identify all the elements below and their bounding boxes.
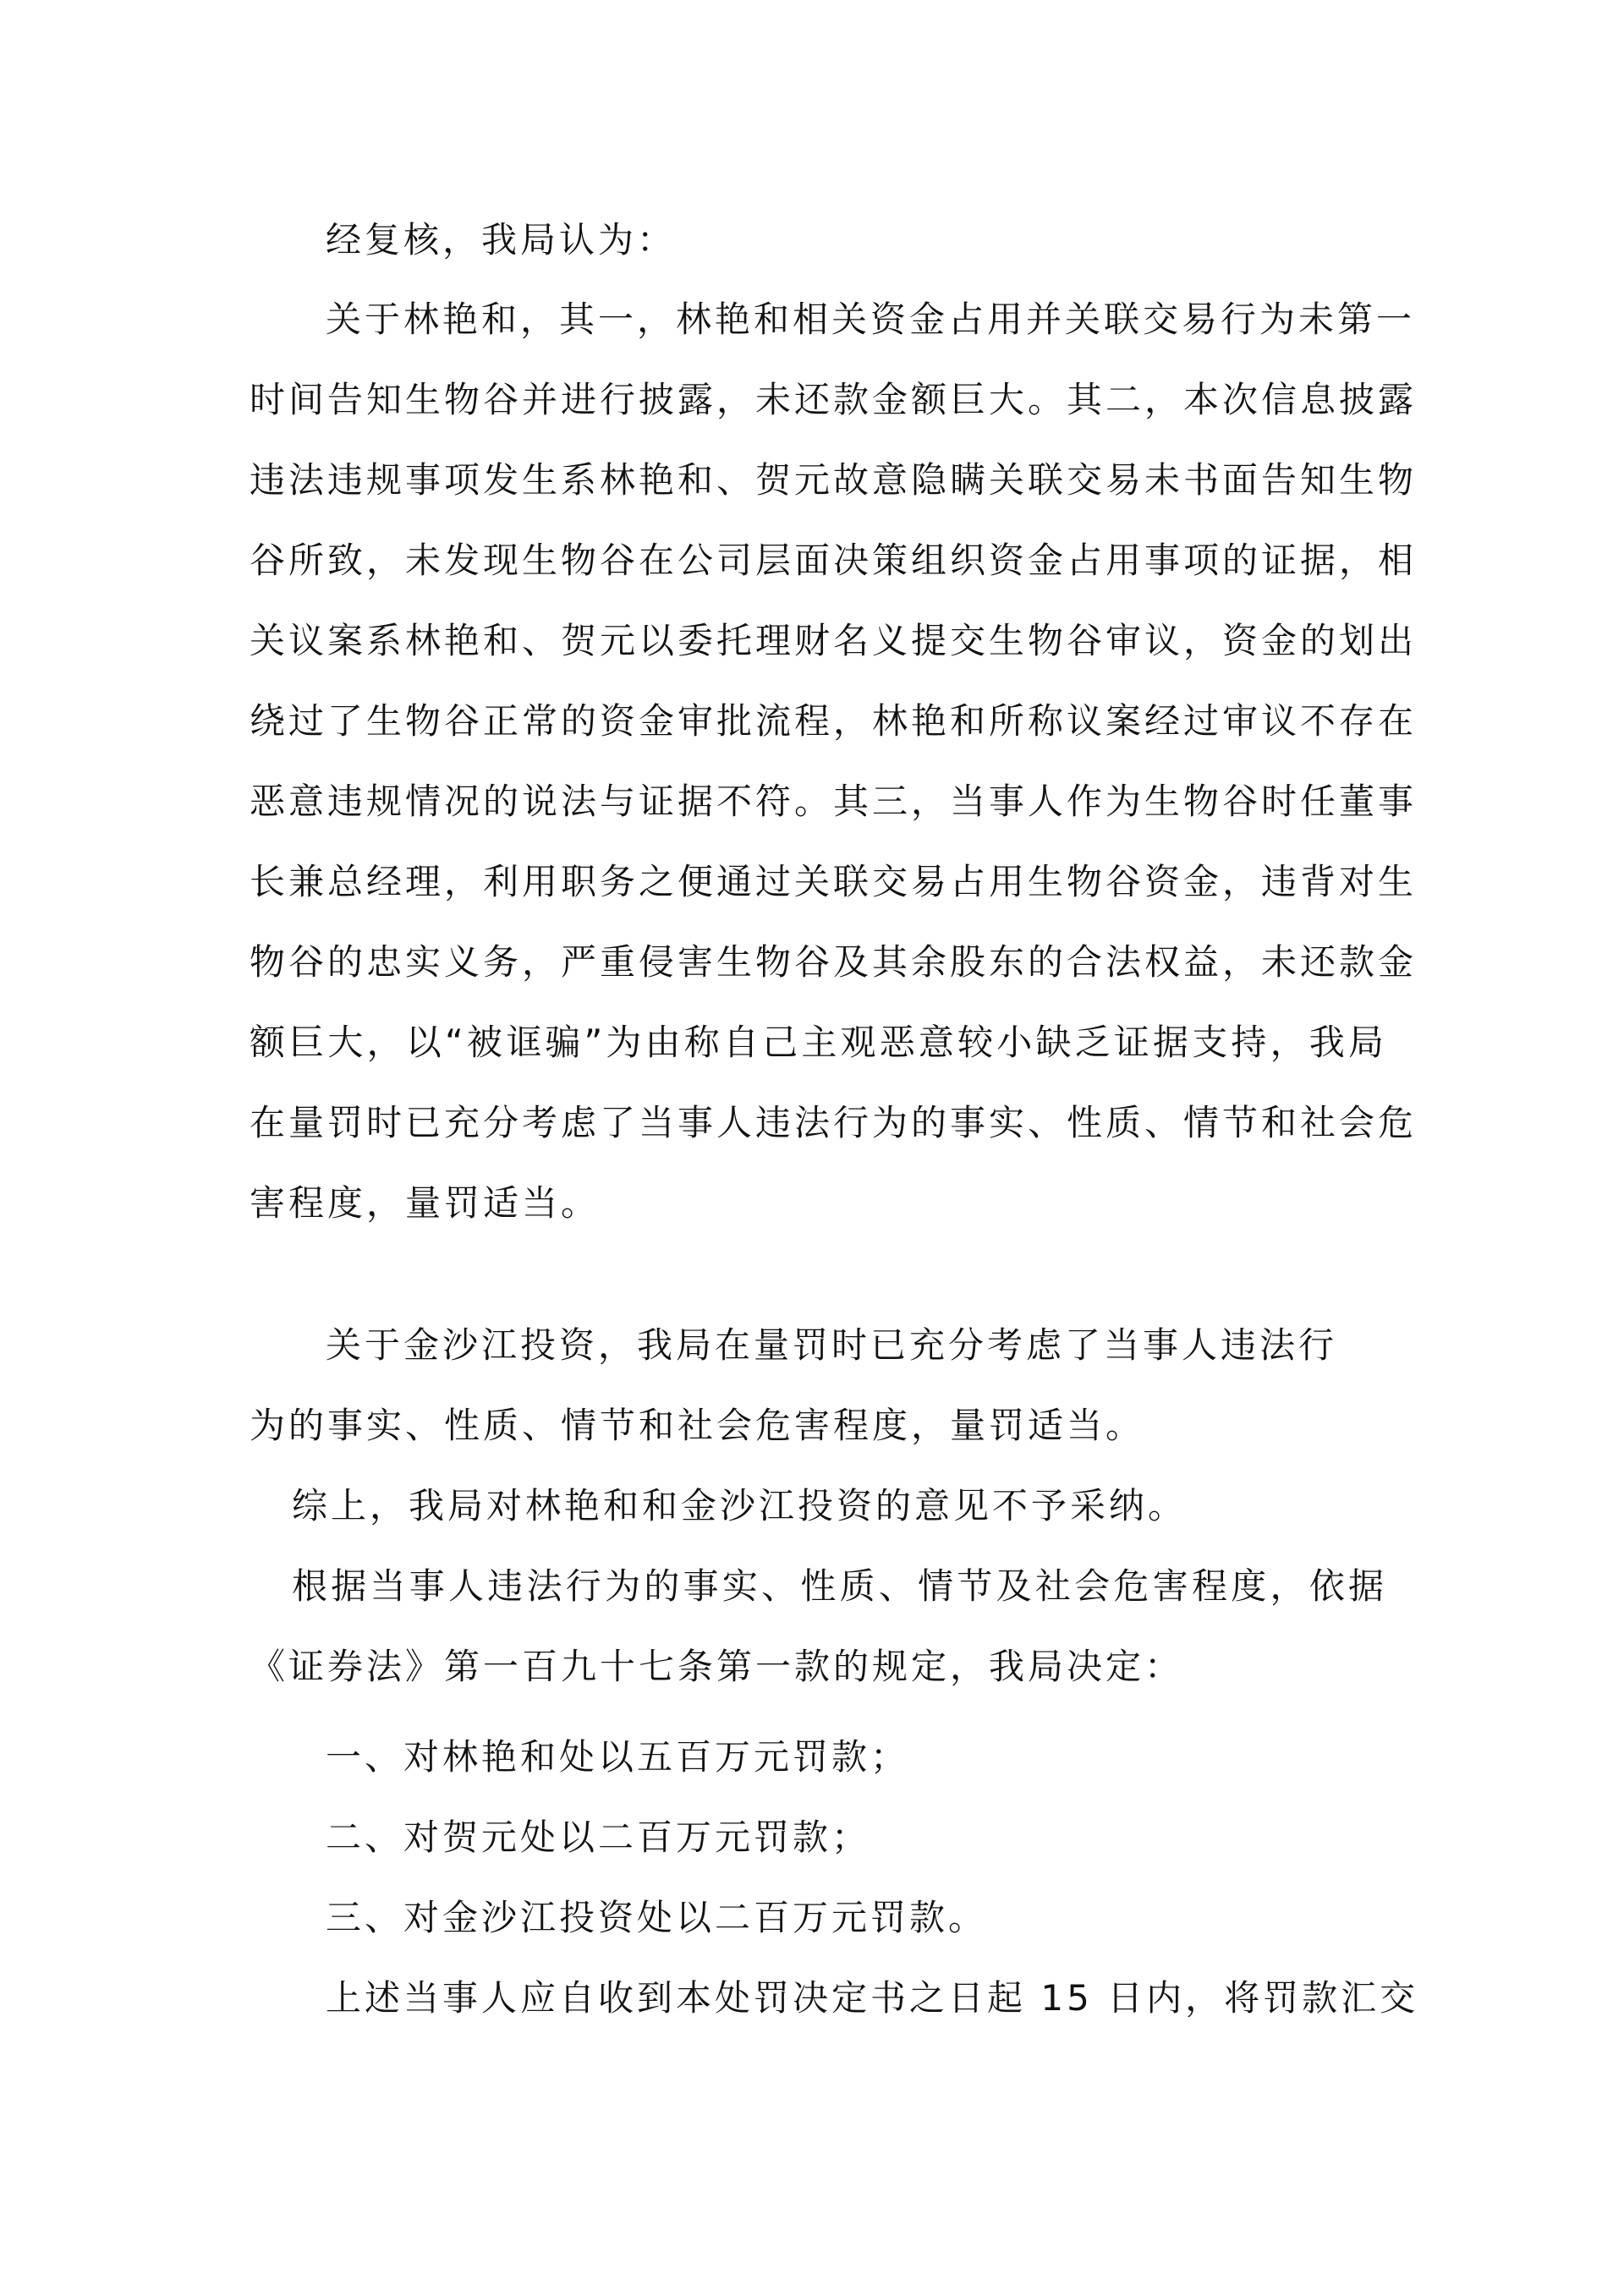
penalty-item-1: 一、对林艳和处以五百万元罚款； xyxy=(326,1736,910,1778)
paragraph-summary: 综上，我局对林艳和和金沙江投资的意见不予采纳。 xyxy=(292,1485,1188,1526)
paragraph-about-lin-yanhe-line-7: 恶意违规情况的说法与证据不符。其三，当事人作为生物谷时任董事 xyxy=(250,781,1418,822)
paragraph-about-lin-yanhe-line-4: 谷所致，未发现生物谷在公司层面决策组织资金占用事项的证据，相 xyxy=(250,540,1418,581)
paragraph-legal-basis-line-2: 《证券法》第一百九十七条第一款的规定，我局决定： xyxy=(250,1646,1184,1687)
penalty-item-2: 二、对贺元处以二百万元罚款； xyxy=(326,1817,871,1858)
paragraph-about-lin-yanhe-line-12: 害程度，量罚适当。 xyxy=(250,1182,601,1224)
paragraph-about-lin-yanhe-line-3: 违法违规事项发生系林艳和、贺元故意隐瞒关联交易未书面告知生物 xyxy=(250,459,1418,501)
paragraph-about-lin-yanhe-line-11: 在量罚时已充分考虑了当事人违法行为的事实、性质、情节和社会危 xyxy=(250,1102,1418,1143)
paragraph-about-lin-yanhe-line-6: 绕过了生物谷正常的资金审批流程，林艳和所称议案经过审议不存在 xyxy=(250,700,1418,742)
paragraph-about-jinshajiang-line-2: 为的事实、性质、情节和社会危害程度，量罚适当。 xyxy=(250,1405,1145,1446)
paragraph-about-lin-yanhe-line-8: 长兼总经理，利用职务之便通过关联交易占用生物谷资金，违背对生 xyxy=(250,861,1418,902)
paragraph-about-lin-yanhe-line-1: 关于林艳和，其一，林艳和相关资金占用并关联交易行为未第一 xyxy=(326,299,1416,340)
paragraph-legal-basis-line-1: 根据当事人违法行为的事实、性质、情节及社会危害程度，依据 xyxy=(292,1565,1387,1607)
paragraph-payment-notice: 上述当事人应自收到本处罚决定书之日起 15 日内，将罚款汇交 xyxy=(326,1977,1419,2019)
paragraph-about-lin-yanhe-line-9: 物谷的忠实义务，严重侵害生物谷及其余股东的合法权益，未还款金 xyxy=(250,941,1418,983)
paragraph-about-lin-yanhe-line-10: 额巨大，以“被诓骗”为由称自己主观恶意较小缺乏证据支持，我局 xyxy=(250,1022,1387,1063)
paragraph-about-lin-yanhe-line-5: 关议案系林艳和、贺元以委托理财名义提交生物谷审议，资金的划出 xyxy=(250,620,1418,661)
paragraph-about-jinshajiang-line-1: 关于金沙江投资，我局在量罚时已充分考虑了当事人违法行 xyxy=(326,1324,1338,1366)
penalty-item-3: 三、对金沙江投资处以二百万元罚款。 xyxy=(326,1897,988,1938)
paragraph-about-lin-yanhe-line-2: 时间告知生物谷并进行披露，未还款金额巨大。其二，本次信息披露 xyxy=(250,379,1418,420)
paragraph-review-intro: 经复核，我局认为： xyxy=(326,219,677,260)
